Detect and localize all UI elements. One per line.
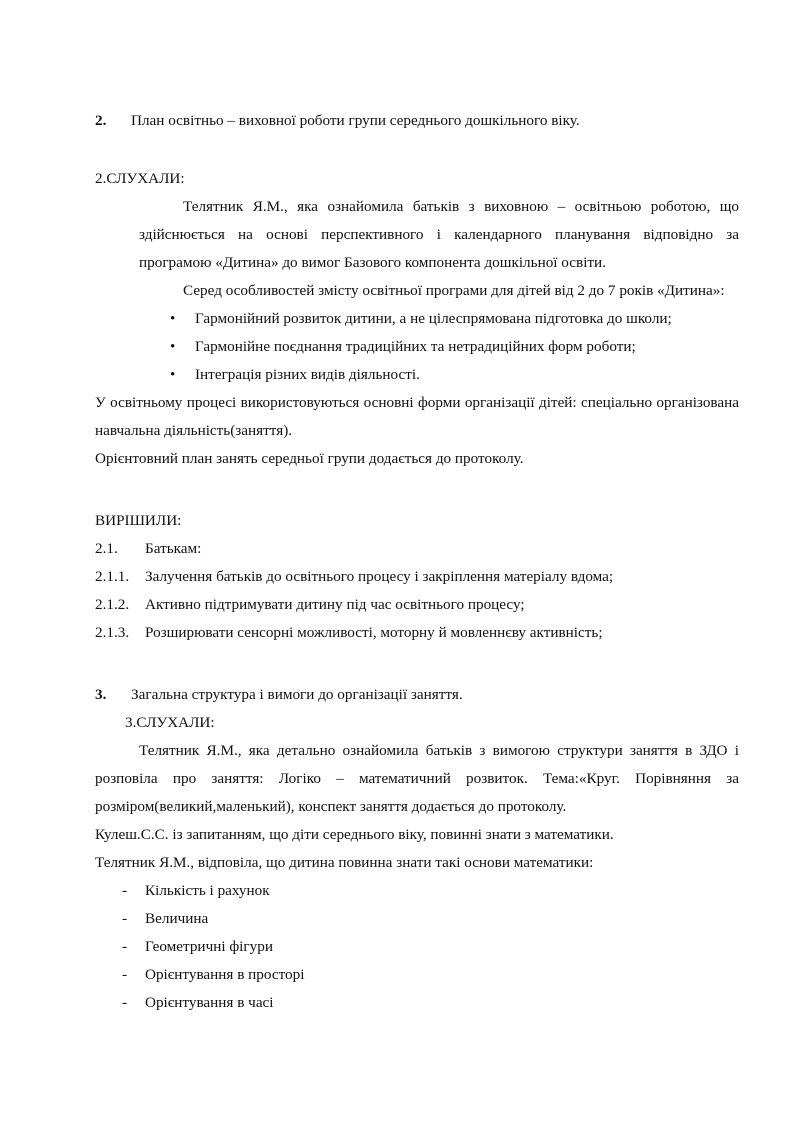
section-2-paragraph-3: У освітньому процесі використовуються основні форми організації дітей: спеціально організована навчальна діяльність(заняття). xyxy=(95,394,739,439)
bullet-icon: • xyxy=(170,338,176,355)
section-2-title: План освітньо – виховної роботи групи середнього дошкільного віку. xyxy=(131,112,580,129)
list-item-text: Орієнтування в часі xyxy=(145,994,274,1011)
list-item-text: Орієнтування в просторі xyxy=(145,966,305,983)
list-item xyxy=(95,961,739,989)
dash-icon: - xyxy=(122,882,128,899)
section-3-paragraph-2: Кулеш.С.С. із запитанням, що діти середнього віку, повинні знати з математики. xyxy=(95,826,614,843)
list-item-number: 2.1. xyxy=(95,540,118,557)
list-item-text: Активно підтримувати дитину під час освітнього процесу; xyxy=(145,596,525,613)
list-item-text: Гармонійний розвиток дитини, а не цілеспрямована підготовка до школи; xyxy=(195,310,672,327)
section-2-paragraph-2: Серед особливостей змісту освітньої програми для дітей від 2 до 7 років «Дитина»: xyxy=(183,282,725,299)
section-3-paragraph-3: Телятник Я.М., відповіла, що дитина повинна знати такі основи математики: xyxy=(95,854,594,871)
list-item-text: Залучення батьків до освітнього процесу і закріплення матеріалу вдома; xyxy=(145,568,614,585)
dash-icon: - xyxy=(122,994,128,1011)
section-3-heading xyxy=(95,681,739,709)
list-item-text: Величина xyxy=(145,910,209,927)
dash-icon: - xyxy=(122,966,128,983)
section-2-decided-label: ВИРІШИЛИ: xyxy=(95,512,182,529)
list-item-text: Гармонійне поєднання традиційних та нетрадиційних форм роботи; xyxy=(195,338,636,355)
section-2-paragraph-1: Телятник Я.М., яка ознайомила батьків з виховною – освітньою роботою, що здійснюється на основі перспективного і календарного планування відповідно за програмою «Дитина» до вимог Базового компонента дошкільної освіти. xyxy=(139,198,739,271)
section-2-heading xyxy=(95,107,739,135)
list-item xyxy=(95,591,739,619)
section-3-topic-list xyxy=(95,877,739,1017)
spacer xyxy=(95,473,739,507)
dash-icon: - xyxy=(122,938,128,955)
section-2-listened-label: 2.СЛУХАЛИ: xyxy=(95,170,185,187)
list-item-number: 2.1.3. xyxy=(95,624,130,641)
list-item xyxy=(95,989,739,1017)
list-item xyxy=(95,877,739,905)
section-3-number: 3. xyxy=(95,686,107,703)
list-item xyxy=(95,305,739,333)
document-body xyxy=(95,107,739,1017)
section-3-paragraph-1: Телятник Я.М., яка детально ознайомила батьків з вимогою структури заняття в ЗДО і розповіла про заняття: Логіко – математичний розвиток. Тема:«Круг. Порівняння за розміром(великий,маленький), конспект заняття додається до протоколу. xyxy=(95,742,739,815)
spacer xyxy=(95,135,739,165)
list-item-number: 2.1.1. xyxy=(95,568,130,585)
list-item xyxy=(95,905,739,933)
list-item xyxy=(95,535,739,563)
list-item xyxy=(95,619,739,647)
section-3-title: Загальна структура і вимоги до організації заняття. xyxy=(131,686,463,703)
dash-icon: - xyxy=(122,910,128,927)
list-item-text: Інтеграція різних видів діяльності. xyxy=(195,366,420,383)
section-3-listened-label: 3.СЛУХАЛИ: xyxy=(125,714,215,731)
list-item xyxy=(95,333,739,361)
bullet-icon: • xyxy=(170,366,176,383)
section-2-number: 2. xyxy=(95,112,107,129)
list-item-text: Батькам: xyxy=(145,540,202,557)
list-item xyxy=(95,933,739,961)
list-item xyxy=(95,563,739,591)
list-item-number: 2.1.2. xyxy=(95,596,130,613)
list-item-text: Геометричні фігури xyxy=(145,938,273,955)
section-2-bullet-list xyxy=(95,305,739,389)
list-item-text: Розширювати сенсорні можливості, моторну й мовленнєву активність; xyxy=(145,624,603,641)
spacer xyxy=(95,647,739,681)
section-2-decision-list xyxy=(95,535,739,647)
bullet-icon: • xyxy=(170,310,176,327)
list-item-text: Кількість і рахунок xyxy=(145,882,270,899)
list-item xyxy=(95,361,739,389)
section-2-paragraph-4: Орієнтовний план занять середньої групи додається до протоколу. xyxy=(95,450,524,467)
